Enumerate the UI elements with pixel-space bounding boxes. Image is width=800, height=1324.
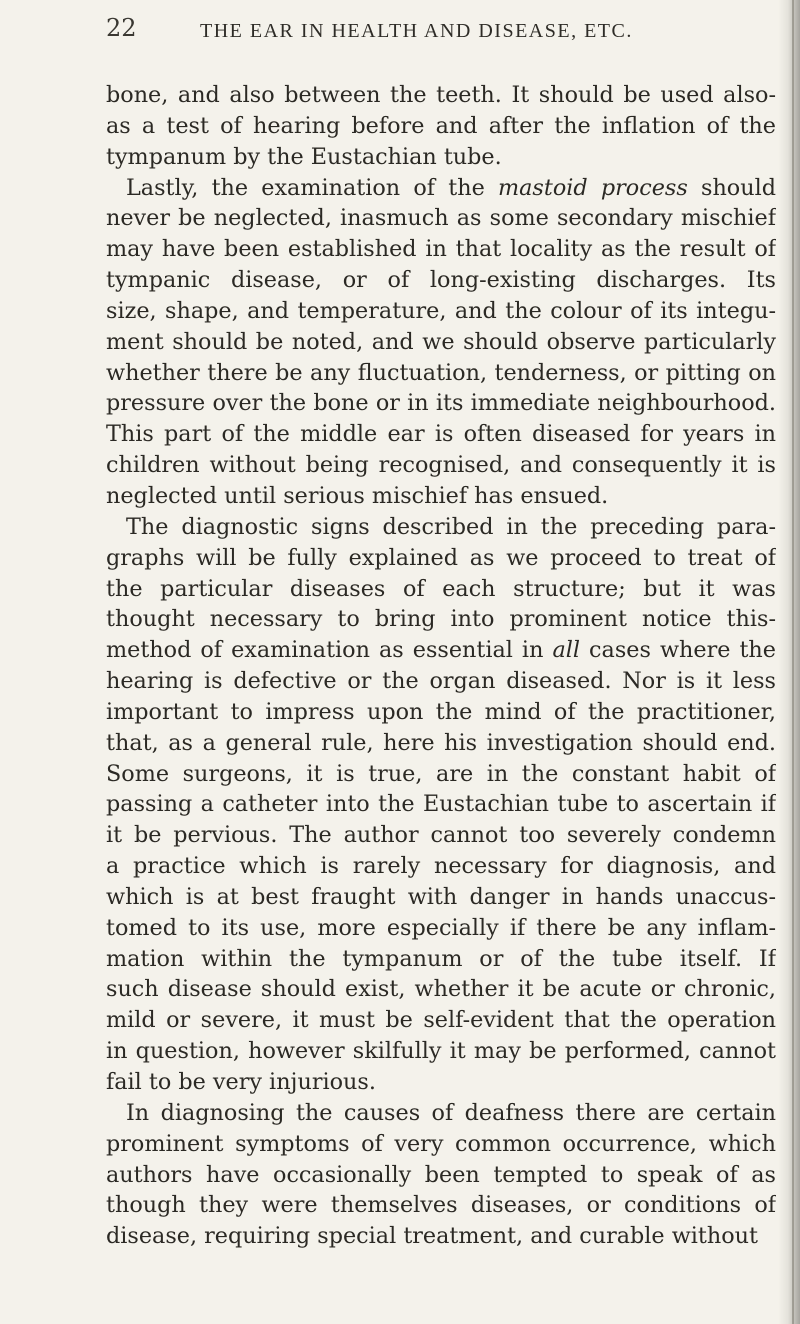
text-segment: hearing is defective or the organ diseased. Nor is it less bbox=[106, 668, 776, 695]
text-line bbox=[106, 173, 776, 204]
text-segment: The diagnostic signs described in the preceding para- bbox=[126, 513, 776, 540]
text-line bbox=[106, 1160, 776, 1191]
page-edge-shadow bbox=[778, 0, 800, 1324]
text-segment: ment should be noted, and we should observe particularly bbox=[106, 328, 776, 355]
body-text bbox=[106, 80, 776, 1252]
text-segment: tomed to its use, more especially if there be any inflam- bbox=[106, 914, 776, 941]
text-segment: authors have occasionally been tempted to speak of as bbox=[106, 1161, 776, 1188]
text-segment: fail to be very injurious. bbox=[106, 1069, 376, 1095]
text-segment: a practice which is rarely necessary for diagnosis, and bbox=[106, 853, 776, 880]
text-segment: disease, requiring special treatment, and curable without bbox=[106, 1223, 758, 1250]
page-edge-line bbox=[792, 0, 794, 1324]
text-line bbox=[106, 142, 776, 173]
text-segment: children without being recognised, and consequently it is bbox=[106, 452, 776, 479]
text-line bbox=[106, 80, 776, 111]
italic-phrase: all bbox=[552, 637, 581, 664]
text-segment: pressure over the bone or in its immediate neighbourhood. bbox=[106, 390, 776, 417]
text-segment: tympanic disease, or of long-existing discharges. Its bbox=[106, 267, 776, 294]
text-segment: cases where the bbox=[580, 637, 776, 664]
text-segment: neglected until serious mischief has ensued. bbox=[106, 482, 609, 509]
text-segment: Lastly, the examination of the bbox=[126, 174, 498, 201]
text-segment: whether there be any fluctuation, tenderness, or pitting on bbox=[106, 359, 776, 386]
text-line bbox=[106, 203, 776, 234]
running-head: THE EAR IN HEALTH AND DISEASE, ETC. bbox=[200, 20, 633, 42]
text-segment: never be neglected, inasmuch as some secondary mischief bbox=[106, 205, 776, 232]
text-line bbox=[106, 944, 776, 975]
text-line bbox=[106, 512, 776, 543]
text-segment: graphs will be fully explained as we proceed to treat of bbox=[106, 544, 776, 571]
text-line bbox=[106, 1190, 776, 1221]
text-line bbox=[106, 327, 776, 358]
text-line bbox=[106, 419, 776, 450]
text-segment: tympanum by the Eustachian tube. bbox=[106, 143, 502, 170]
text-line bbox=[106, 234, 776, 265]
text-line bbox=[106, 1067, 776, 1098]
text-line bbox=[106, 820, 776, 851]
text-line bbox=[106, 666, 776, 697]
text-line bbox=[106, 851, 776, 882]
text-segment: Some surgeons, it is true, are in the constant habit of bbox=[106, 760, 776, 787]
text-segment: mation within the tympanum or of the tube itself. If bbox=[106, 945, 776, 972]
text-line bbox=[106, 759, 776, 790]
page-header bbox=[106, 14, 766, 54]
page-number: 22 bbox=[106, 14, 137, 42]
text-line bbox=[106, 265, 776, 296]
text-segment: may have been established in that locality as the result of bbox=[106, 236, 776, 263]
text-segment: passing a catheter into the Eustachian tube to ascertain if bbox=[106, 791, 776, 818]
text-line bbox=[106, 574, 776, 605]
text-line bbox=[106, 1098, 776, 1129]
text-line bbox=[106, 604, 776, 635]
text-segment: size, shape, and temperature, and the colour of its integu- bbox=[106, 297, 776, 324]
text-line bbox=[106, 543, 776, 574]
text-segment: mild or severe, it must be self-evident that the operation bbox=[106, 1007, 776, 1034]
text-segment: which is at best fraught with danger in hands unaccus- bbox=[106, 883, 776, 910]
text-line bbox=[106, 358, 776, 389]
text-line bbox=[106, 1036, 776, 1067]
text-segment: such disease should exist, whether it be acute or chronic, bbox=[106, 976, 776, 1003]
text-line bbox=[106, 913, 776, 944]
text-line bbox=[106, 388, 776, 419]
italic-phrase: mastoid process bbox=[497, 174, 688, 201]
text-segment: that, as a general rule, here his investigation should end. bbox=[106, 729, 776, 756]
text-segment: though they were themselves diseases, or conditions of bbox=[106, 1192, 776, 1219]
text-segment: should bbox=[687, 174, 776, 201]
text-line bbox=[106, 296, 776, 327]
text-segment: bone, and also between the teeth. It should be used also- bbox=[106, 82, 776, 108]
text-segment: This part of the middle ear is often diseased for years in bbox=[106, 421, 776, 448]
text-segment: thought necessary to bring into prominent notice this- bbox=[106, 606, 776, 633]
text-segment: in question, however skilfully it may be performed, cannot bbox=[106, 1038, 776, 1065]
text-segment: the particular diseases of each structure; but it was bbox=[106, 575, 776, 602]
text-segment: method of examination as essential in bbox=[106, 637, 553, 664]
text-line bbox=[106, 882, 776, 913]
text-line bbox=[106, 111, 776, 142]
text-line bbox=[106, 789, 776, 820]
text-line bbox=[106, 635, 776, 666]
text-segment: it be pervious. The author cannot too severely condemn bbox=[106, 822, 776, 849]
text-line bbox=[106, 1221, 776, 1252]
text-segment: as a test of hearing before and after the inflation of the bbox=[106, 112, 776, 139]
text-line bbox=[106, 1129, 776, 1160]
text-segment: In diagnosing the causes of deafness there are certain bbox=[126, 1099, 776, 1126]
text-line bbox=[106, 450, 776, 481]
text-line bbox=[106, 697, 776, 728]
text-segment: important to impress upon the mind of the practitioner, bbox=[106, 698, 776, 725]
text-line bbox=[106, 974, 776, 1005]
text-line bbox=[106, 728, 776, 759]
text-line bbox=[106, 1005, 776, 1036]
text-segment: prominent symptoms of very common occurrence, which bbox=[106, 1130, 776, 1157]
text-line bbox=[106, 481, 776, 512]
